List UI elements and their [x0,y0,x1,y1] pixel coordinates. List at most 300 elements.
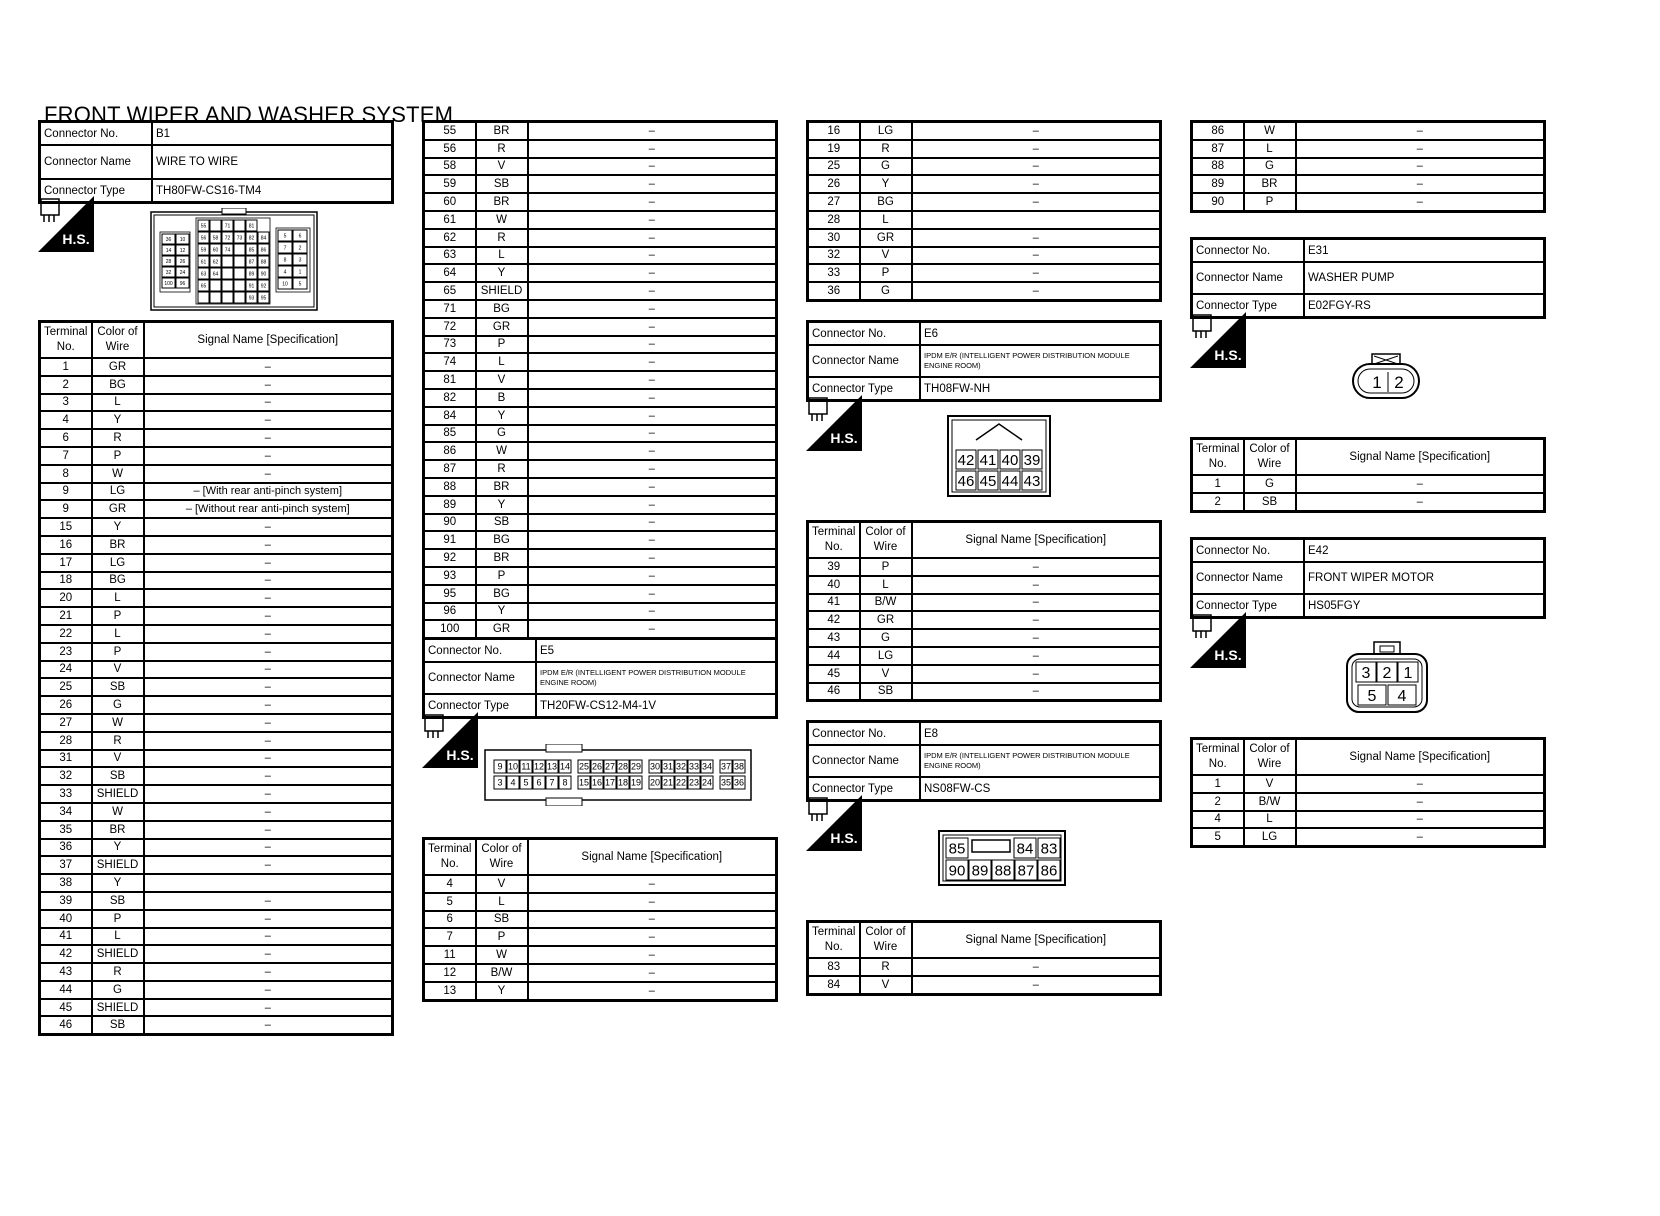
wire-color-cell: W [476,211,528,229]
wire-color-cell: R [476,140,528,158]
signal-name-cell: – [144,554,393,572]
table-row [424,585,777,603]
signal-name-cell: – [144,856,393,874]
table-row [40,874,393,892]
wire-color-cell: W [92,714,144,732]
pin-number: 21 [662,777,674,788]
connector-type-value: HS05FGY [1304,594,1545,618]
pin-number: 96 [179,280,186,287]
hs-text: H.S. [1214,647,1242,663]
table-row [40,376,393,394]
wire-color-cell: V [476,875,528,893]
e6-connector-diagram [946,414,1054,503]
table-row [424,496,777,514]
wire-color-cell: P [476,567,528,585]
table-row [808,683,1161,701]
wire-color-cell: SB [92,767,144,785]
wire-color-cell: SB [92,678,144,696]
pin-number: 93 [248,295,255,302]
terminal-no-cell: 2 [40,376,92,394]
terminal-no-cell: 43 [40,963,92,981]
terminal-no-cell: 60 [424,193,476,211]
pin-number: 55 [200,223,207,230]
pin-number: 2 [1382,664,1392,682]
signal-name-cell: – [528,193,777,211]
signal-name-cell: – [144,518,393,536]
terminal-no-cell: 3 [40,394,92,412]
signal-name-cell: – [912,140,1161,158]
terminal-no-cell: 23 [40,643,92,661]
pin-number: 86 [260,247,267,254]
table-row [40,394,393,412]
pin-number: 71 [224,223,231,230]
table-row [808,958,1161,976]
signal-name-cell: – [1296,775,1545,793]
table-row [808,647,1161,665]
pin-number: 45 [979,472,997,490]
pin-number: 58 [212,235,219,242]
table-row [424,140,777,158]
terminal-no-cell: 38 [40,874,92,892]
pin-number: 8 [283,257,287,264]
table-row [40,358,393,376]
wire-color-cell: G [92,981,144,999]
wire-color-cell: W [1244,122,1296,140]
signal-name-cell: – [144,821,393,839]
wire-color-cell: G [1244,475,1296,493]
terminal-no-cell: 31 [40,750,92,768]
connector-name-value: IPDM E/R (INTELLIGENT POWER DISTRIBUTION MODULE ENGINE ROOM) [536,662,777,694]
terminal-no-cell: 43 [808,629,860,647]
connector-name-label: Connector Name [808,745,921,777]
color-header: Color of Wire [476,839,528,876]
terminal-no-cell: 44 [40,981,92,999]
terminal-no-cell: 7 [424,928,476,946]
table-row [424,193,777,211]
table-row [424,247,777,265]
table-row [40,785,393,803]
signal-name-cell: – [144,767,393,785]
pin-number: 6 [536,777,542,788]
signal-name-cell: – [528,229,777,247]
b1-connector-diagram [150,208,320,319]
e42-terminal-table [1190,737,1546,848]
terminal-no-cell: 25 [808,158,860,176]
signal-name-cell: – [528,264,777,282]
connector-name-label: Connector Name [40,145,153,179]
terminal-no-cell: 84 [424,407,476,425]
terminal-no-cell: 87 [424,460,476,478]
pin-number: 26 [179,258,186,265]
wire-color-cell: G [860,282,912,300]
terminal-no-cell: 19 [808,140,860,158]
terminal-no-cell: 32 [40,767,92,785]
pin-number: 72 [224,235,231,242]
wire-color-cell: V [860,976,912,994]
terminal-no-cell: 20 [40,589,92,607]
wire-color-cell: G [860,158,912,176]
pin-number: 74 [224,247,231,254]
wire-color-cell: GR [860,229,912,247]
terminal-no-cell: 87 [1192,140,1244,158]
terminal-no-cell: 41 [808,594,860,612]
signal-name-cell: – [528,531,777,549]
terminal-no-cell: 4 [1192,811,1244,829]
wire-color-cell: SHIELD [92,785,144,803]
connector-type-label: Connector Type [1192,594,1305,618]
wire-color-cell: Y [860,175,912,193]
table-row [1192,811,1545,829]
pin-number: 14 [165,247,172,254]
hs-icon [1190,312,1246,368]
table-row [808,665,1161,683]
pin-number: 36 [733,777,745,788]
terminal-no-cell: 89 [1192,175,1244,193]
pin-number: 82 [248,235,255,242]
wire-color-cell: BR [1244,175,1296,193]
table-row [424,567,777,585]
table-row [40,411,393,429]
signal-name-cell: – [144,892,393,910]
color-header: Color of Wire [92,322,144,359]
terminal-no-cell: 72 [424,318,476,336]
connector-no-value: E5 [536,639,777,663]
signal-name-cell: – [912,282,1161,300]
pin-number: 3 [497,777,503,788]
table-row [40,750,393,768]
wire-color-cell: V [476,371,528,389]
pin-number: 83 [1040,840,1058,858]
table-row [424,425,777,443]
terminal-no-cell: 86 [424,442,476,460]
table-row [1192,175,1545,193]
terminal-no-cell: 33 [40,785,92,803]
pin-number: 36 [165,236,172,243]
b1-terminal-table-cont [422,120,778,640]
table-row [808,282,1161,300]
signal-name-cell: – [528,911,777,929]
connector-type-value: NS08FW-CS [920,777,1161,801]
signal-name-cell: – [144,785,393,803]
signal-name-cell: – [528,300,777,318]
table-row [40,536,393,554]
table-row [40,518,393,536]
wire-color-cell: Y [476,603,528,621]
table-row [40,625,393,643]
pin-number: 44 [1001,472,1019,490]
table-row [424,603,777,621]
pin-number: 85 [248,247,255,254]
pin-number: 87 [1017,862,1035,880]
terminal-no-cell: 42 [808,611,860,629]
signal-name-cell: – [144,625,393,643]
connector-no-value: B1 [152,122,393,146]
hs-icon [1190,612,1246,668]
connector-no-value: E31 [1304,239,1545,263]
pin-number: 61 [200,259,207,266]
signal-name-cell: – [144,429,393,447]
terminal-no-cell: 37 [40,856,92,874]
wire-color-cell: R [476,460,528,478]
terminal-no-cell: 84 [808,976,860,994]
terminal-no-header: Terminal No. [424,839,476,876]
pin-number: 11 [521,761,531,772]
signal-name-cell: – [1296,811,1545,829]
table-row [40,589,393,607]
wire-color-cell: V [92,750,144,768]
pin-number: 64 [212,271,219,278]
connector-no-label: Connector No. [808,722,921,746]
connector-e6 [806,320,1162,402]
signal-name-cell: – [912,247,1161,265]
pin-number: 16 [591,777,603,788]
terminal-no-cell: 22 [40,625,92,643]
connector-name-label: Connector Name [424,662,537,694]
wire-color-cell: L [92,625,144,643]
wire-color-cell: SHIELD [476,282,528,300]
signal-header: Signal Name [Specification] [912,922,1161,959]
signal-name-cell: – [912,558,1161,576]
table-row [40,910,393,928]
wire-color-cell: L [476,893,528,911]
signal-name-cell: – [912,611,1161,629]
wire-color-cell: GR [476,620,528,638]
table-row [424,531,777,549]
table-row [808,229,1161,247]
pin-number: 18 [617,777,629,788]
hs-icon [422,712,478,768]
terminal-no-cell: 7 [40,447,92,465]
wire-color-cell: L [1244,140,1296,158]
terminal-no-cell: 6 [40,429,92,447]
pin-number: 62 [212,259,219,266]
wire-color-cell: L [1244,811,1296,829]
wire-color-cell: R [92,732,144,750]
table-row [40,643,393,661]
table-row [40,981,393,999]
wire-color-cell: G [1244,158,1296,176]
pin-number: 4 [510,777,516,788]
pin-number: 25 [578,761,590,772]
table-row [1192,775,1545,793]
terminal-no-cell: 17 [40,554,92,572]
terminal-no-cell: 2 [1192,793,1244,811]
signal-name-cell: – [1296,828,1545,846]
signal-name-cell: – [144,732,393,750]
pin-number: 81 [248,223,255,230]
table-row [424,893,777,911]
pin-number: 87 [248,259,255,266]
e8-terminal-table [806,920,1162,996]
wire-color-cell: SHIELD [92,856,144,874]
table-row [424,407,777,425]
wire-color-cell: V [860,665,912,683]
signal-name-cell: – [912,175,1161,193]
pin-number: 42 [957,451,975,469]
pin-number: 95 [260,295,267,302]
signal-name-cell: – [912,958,1161,976]
table-row [40,767,393,785]
pin-number: 20 [649,777,661,788]
pin-number: 1 [1372,373,1382,392]
terminal-no-cell: 63 [424,247,476,265]
wire-color-cell: P [860,264,912,282]
signal-name-cell: – [144,661,393,679]
terminal-no-cell: 95 [424,585,476,603]
terminal-no-cell: 28 [808,211,860,229]
terminal-no-cell: 1 [1192,775,1244,793]
terminal-no-cell: 27 [808,193,860,211]
terminal-no-cell: 83 [808,958,860,976]
terminal-no-cell: 35 [40,821,92,839]
signal-name-cell: – [144,981,393,999]
terminal-no-cell: 86 [1192,122,1244,140]
pin-number: 1 [1403,664,1413,682]
wire-color-cell: G [92,696,144,714]
terminal-no-cell: 46 [40,1016,92,1034]
terminal-no-cell: 45 [808,665,860,683]
terminal-no-cell: 16 [808,122,860,140]
wire-color-cell: W [476,442,528,460]
table-row [808,629,1161,647]
pin-number: 34 [701,761,713,772]
terminal-no-cell: 62 [424,229,476,247]
wire-color-cell: LG [860,122,912,140]
signal-name-cell: – [528,982,777,1000]
terminal-no-cell: 58 [424,158,476,176]
signal-header: Signal Name [Specification] [1296,439,1545,476]
signal-name-cell: – [528,371,777,389]
table-row [424,264,777,282]
pin-number: 22 [675,777,687,788]
wire-color-cell: P [92,447,144,465]
wire-color-cell: V [476,158,528,176]
wire-color-cell: BR [92,536,144,554]
signal-name-cell: – [528,211,777,229]
signal-name-cell: – [528,928,777,946]
table-row [424,549,777,567]
terminal-no-cell: 90 [424,514,476,532]
wire-color-cell: LG [1244,828,1296,846]
connector-name-label: Connector Name [808,345,921,377]
pin-number: 63 [200,271,207,278]
wire-color-cell: Y [476,407,528,425]
pin-number: 60 [212,247,219,254]
table-row [808,158,1161,176]
table-row [40,821,393,839]
terminal-no-cell: 5 [1192,828,1244,846]
table-row [40,963,393,981]
pin-number: 1 [298,269,302,276]
wire-color-cell: BG [476,300,528,318]
table-row [424,460,777,478]
terminal-no-cell: 9 [40,500,92,518]
signal-name-cell: – [1296,140,1545,158]
signal-name-cell: – [144,572,393,590]
table-row [424,336,777,354]
table-row [40,892,393,910]
wire-color-cell: BG [860,193,912,211]
terminal-no-cell: 46 [808,683,860,701]
signal-name-cell: – [912,647,1161,665]
table-row [808,976,1161,994]
signal-name-cell: – [528,353,777,371]
terminal-no-cell: 26 [40,696,92,714]
pin-number: 10 [507,761,519,772]
terminal-no-cell: 96 [424,603,476,621]
wire-color-cell: BG [476,531,528,549]
signal-name-cell: – [144,607,393,625]
wire-color-cell: SHIELD [92,999,144,1017]
color-header: Color of Wire [1244,439,1296,476]
terminal-no-cell: 33 [808,264,860,282]
connector-no-label: Connector No. [40,122,153,146]
signal-name-cell: – [144,963,393,981]
wire-color-cell: SB [92,1016,144,1034]
table-row [424,964,777,982]
terminal-no-cell: 89 [424,496,476,514]
hs-text: H.S. [830,430,858,446]
pin-number: 12 [533,761,545,772]
wire-color-cell: L [92,589,144,607]
pin-number: 59 [200,247,207,254]
wire-color-cell: W [92,803,144,821]
pin-number: 14 [559,761,571,772]
signal-name-cell: – [912,594,1161,612]
terminal-no-cell: 36 [808,282,860,300]
table-row [40,803,393,821]
terminal-no-cell: 73 [424,336,476,354]
hs-text: H.S. [62,231,90,247]
pin-number: 28 [617,761,629,772]
pin-number: 8 [562,777,568,788]
wire-color-cell: R [92,429,144,447]
table-row [424,389,777,407]
pin-number: 37 [720,761,732,772]
table-row [424,300,777,318]
signal-name-cell: – [528,282,777,300]
color-header: Color of Wire [1244,739,1296,776]
wire-color-cell: Y [476,982,528,1000]
e8-connector-diagram [938,830,1068,893]
terminal-no-cell: 2 [1192,493,1244,511]
table-row [808,247,1161,265]
signal-header: Signal Name [Specification] [1296,739,1545,776]
signal-name-cell: – [528,442,777,460]
pin-number: 38 [733,761,745,772]
pin-number: 39 [1023,451,1041,469]
terminal-no-header: Terminal No. [40,322,92,359]
wire-color-cell: L [860,211,912,229]
signal-name-cell: – [144,945,393,963]
wire-color-cell: V [92,661,144,679]
signal-name-cell: – [144,394,393,412]
pin-number: 23 [688,777,700,788]
signal-name-cell: – [144,714,393,732]
wire-color-cell: Y [476,264,528,282]
terminal-no-cell: 9 [40,483,92,501]
hs-text: H.S. [830,830,858,846]
terminal-no-cell: 25 [40,678,92,696]
wire-color-cell: R [860,140,912,158]
signal-name-cell: – [144,910,393,928]
terminal-no-cell: 91 [424,531,476,549]
signal-name-cell: – [528,389,777,407]
signal-header: Signal Name [Specification] [912,522,1161,559]
signal-name-cell: – [1296,475,1545,493]
signal-name-cell: – [144,1016,393,1034]
wire-color-cell: L [92,928,144,946]
